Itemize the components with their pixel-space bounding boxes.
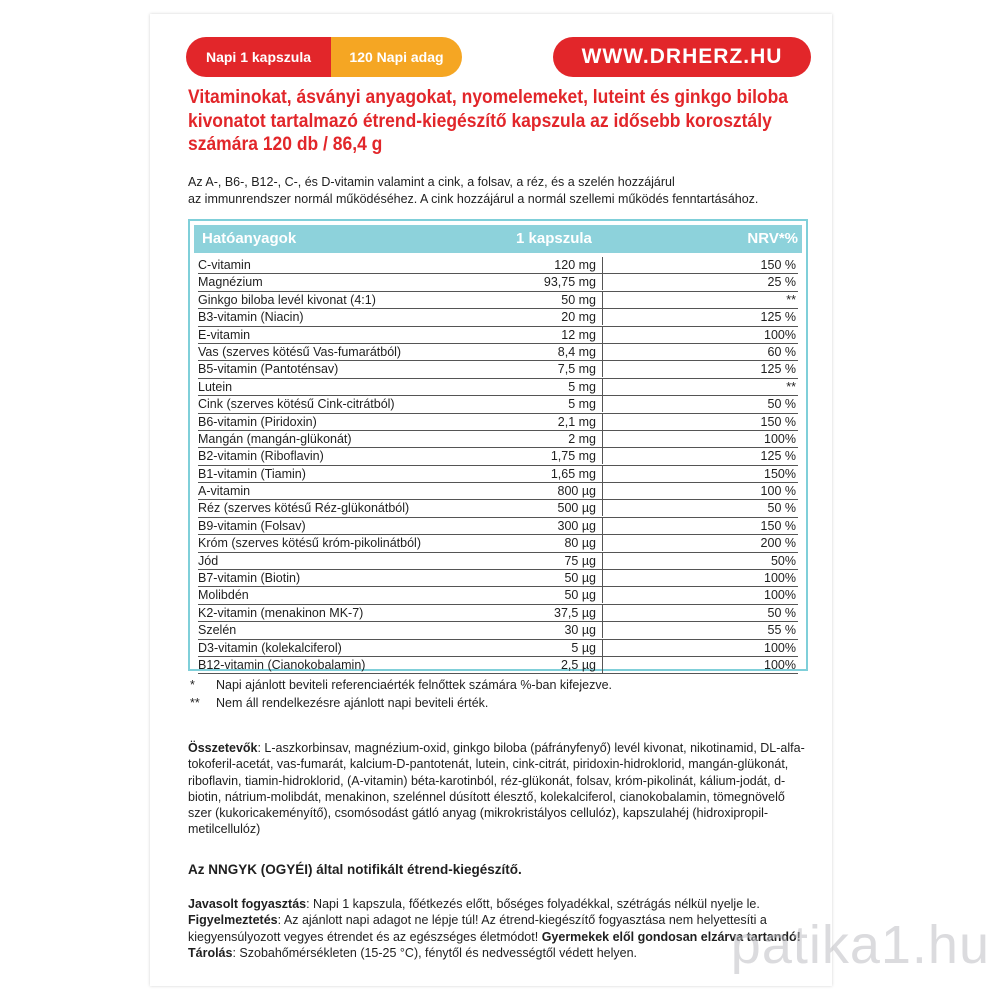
ingredient-name: B5-vitamin (Pantoténsav) <box>198 362 339 377</box>
column-divider <box>602 431 603 447</box>
ingredient-nrv: 100% <box>764 431 796 446</box>
intro-line-2: az immunrendszer normál működéséhez. A cink hozzájárul a normál szellemi működés fenntartásához. <box>188 192 759 206</box>
ingredient-quantity: 5 µg <box>571 640 596 655</box>
ingredient-quantity: 2,1 mg <box>557 414 596 429</box>
product-title: Vitaminokat, ásványi anyagokat, nyomelemeket, luteint és ginkgo biloba kivonatot tartalmazó étrend-kiegészítő kapszula az idősebb korosztály számára 120 db / 86,4 g <box>188 87 789 155</box>
ingredient-name: B6-vitamin (Piridoxin) <box>198 414 317 429</box>
ingredient-quantity: 5 mg <box>568 397 596 412</box>
table-row <box>198 657 798 674</box>
ingredient-nrv: 50 % <box>767 605 796 620</box>
ingredient-quantity: 2,5 µg <box>560 657 596 672</box>
header-per-capsule: 1 kapszula <box>516 230 592 247</box>
ingredient-nrv: ** <box>786 292 796 307</box>
table-row <box>198 292 798 309</box>
ingredient-name: C-vitamin <box>198 258 251 272</box>
table-row <box>198 483 798 500</box>
ingredient-name: K2-vitamin (menakinon MK-7) <box>198 605 364 620</box>
ingredient-nrv: 50 % <box>767 397 796 412</box>
column-divider <box>602 379 603 395</box>
ingredient-quantity: 1,75 mg <box>550 449 596 464</box>
ingredient-name: Cink (szerves kötésű Cink-citrátból) <box>198 397 395 412</box>
ingredient-quantity: 12 mg <box>561 327 596 342</box>
ingredient-name: Réz (szerves kötésű Réz-glükonátból) <box>198 501 410 516</box>
daily-dose-count-label: 120 Napi adag <box>331 37 462 77</box>
daily-capsule-label: Napi 1 kapszula <box>186 37 331 77</box>
ingredient-quantity: 1,65 mg <box>550 466 596 481</box>
column-divider <box>602 396 603 412</box>
table-row <box>198 570 798 587</box>
column-divider <box>602 605 603 621</box>
table-row <box>198 431 798 448</box>
warning-text: : Az ajánlott napi adagot ne lépje túl! Az étrend-kiegészítő fogyasztása nem helyettesíti a kiegyensúlyozott vegyes étrendet és az egészséges életmódot! <box>188 913 767 944</box>
table-row <box>198 622 798 639</box>
table-row <box>198 396 798 413</box>
ingredient-quantity: 300 µg <box>557 518 596 533</box>
ingredient-nrv: ** <box>786 379 796 394</box>
usage-label: Javasolt fogyasztás <box>188 897 307 911</box>
table-row <box>198 535 798 552</box>
table-row <box>198 257 798 274</box>
nutrition-table <box>188 219 808 671</box>
ingredient-nrv: 100% <box>764 588 796 603</box>
dosage-pill <box>186 37 462 77</box>
table-row <box>198 274 798 291</box>
column-divider <box>602 500 603 516</box>
table-row <box>198 640 798 657</box>
table-row <box>198 344 798 361</box>
column-divider <box>602 622 603 638</box>
warning-label: Figyelmeztetés <box>188 913 278 928</box>
ingredient-nrv: 125 % <box>760 449 796 464</box>
table-row <box>198 379 798 396</box>
ingredient-nrv: 100% <box>764 571 796 586</box>
ingredient-nrv: 50 % <box>767 501 796 516</box>
footnote-text: Napi ajánlott beviteli referenciaérték felnőttek számára %-ban kifejezve. <box>216 678 613 692</box>
ingredient-nrv: 150 % <box>760 258 796 272</box>
ingredient-nrv: 50% <box>770 553 796 568</box>
ingredient-name: Mangán (mangán-glükonát) <box>198 431 352 446</box>
ingredient-nrv: 125 % <box>760 362 796 377</box>
ingredient-name: Vas (szerves kötésű Vas-fumarátból) <box>198 344 402 359</box>
ingredient-name: B12-vitamin (Cianokobalamin) <box>198 657 366 672</box>
ingredient-name: B9-vitamin (Folsav) <box>198 518 306 533</box>
ingredient-nrv: 125 % <box>760 310 796 325</box>
table-row <box>198 605 798 622</box>
column-divider <box>602 327 603 343</box>
ingredient-nrv: 100% <box>764 327 796 342</box>
column-divider <box>602 414 603 430</box>
ingredients-paragraph <box>188 740 808 838</box>
ingredient-name: D3-vitamin (kolekalciferol) <box>198 640 342 655</box>
table-body <box>198 257 798 674</box>
column-divider <box>602 466 603 482</box>
footnote-text: Nem áll rendelkezésre ajánlott napi beviteli érték. <box>216 696 489 710</box>
table-row <box>198 587 798 604</box>
ingredient-name: Magnézium <box>198 275 263 290</box>
column-divider <box>602 553 603 569</box>
table-row <box>198 466 798 483</box>
column-divider <box>602 448 603 464</box>
column-divider <box>602 292 603 308</box>
column-divider <box>602 344 603 360</box>
ingredient-quantity: 500 µg <box>557 501 596 516</box>
intro-line-1: Az A-, B6-, B12-, C-, és D-vitamin valamint a cink, a folsav, a réz, és a szelén hozzájárul <box>188 175 675 189</box>
table-row <box>198 414 798 431</box>
ingredient-name: Lutein <box>198 379 233 394</box>
column-divider <box>602 535 603 551</box>
header-nrv: NRV*% <box>747 230 798 247</box>
column-divider <box>602 518 603 534</box>
watermark-logo: patika1.hu <box>730 915 990 975</box>
ingredient-name: B1-vitamin (Tiamin) <box>198 466 306 481</box>
ingredient-quantity: 75 µg <box>564 553 596 568</box>
ingredient-quantity: 50 µg <box>564 571 596 586</box>
footnote-nrv <box>190 676 612 694</box>
ingredient-quantity: 7,5 mg <box>557 362 596 377</box>
ingredient-quantity: 50 mg <box>561 292 596 307</box>
table-row <box>198 518 798 535</box>
column-divider <box>602 257 603 273</box>
ingredient-name: Króm (szerves kötésű króm-pikolinátból) <box>198 536 421 551</box>
table-row <box>198 500 798 517</box>
ingredient-nrv: 25 % <box>767 275 796 290</box>
ingredient-quantity: 93,75 mg <box>543 275 596 290</box>
column-divider <box>602 570 603 586</box>
footnote-no-value <box>190 694 612 712</box>
column-divider <box>602 309 603 325</box>
ingredient-quantity: 800 µg <box>557 484 596 499</box>
ingredient-quantity: 2 mg <box>568 431 596 446</box>
column-divider <box>602 361 603 377</box>
ingredient-quantity: 37,5 µg <box>554 605 596 620</box>
ingredient-name: Ginkgo biloba levél kivonat (4:1) <box>198 292 376 307</box>
ingredient-nrv: 60 % <box>767 344 796 359</box>
header-active-ingredients: Hatóanyagok <box>202 230 297 247</box>
ingredient-name: B3-vitamin (Niacin) <box>198 310 304 325</box>
ingredient-nrv: 150 % <box>760 414 796 429</box>
table-header <box>194 225 802 253</box>
footnotes <box>190 676 612 712</box>
ingredient-nrv: 100 % <box>760 484 796 499</box>
ingredient-nrv: 200 % <box>760 536 796 551</box>
storage-bold-text: Gyermekek elől gondosan elzárva tartandó! Tárolás <box>188 929 801 960</box>
ingredients-text: : L-aszkorbinsav, magnézium-oxid, ginkgo biloba (páfrányfenyő) levél kivonat, nikotinamid, DL-alfa-tokoferil-acetát, vas-fumarát, kalcium-D-pantotenát, lutein, cink-citrát, piridoxin-hidroklorid, mangán-glükonát, riboflavin, tiamin-hidroklorid, (A-vitamin) béta-karotinból, réz-glükonát, folsav, króm-pikolinát, kálium-jodát, d-biotin, nátrium-molibdát, menakinon, szelénnel dúsított élesztő, kolekalciferol, cianokobalamin, tömegnövelő szer (kukoricakeményítő), csomósodást gátló anyag (mikrokristályos cellulóz), kapszulahéj (hidroxipropil-metilcellulóz) <box>188 741 805 837</box>
footnote-mark: ** <box>190 696 200 710</box>
storage-text: : Szobahőmérsékleten (15-25 °C), fénytől és nedvességtől védett helyen. <box>232 945 638 960</box>
column-divider <box>602 483 603 499</box>
ingredient-name: B2-vitamin (Riboflavin) <box>198 449 324 464</box>
ingredients-label: Összetevők <box>188 741 258 755</box>
ingredient-quantity: 20 mg <box>561 310 596 325</box>
ingredient-name: Molibdén <box>198 588 249 603</box>
column-divider <box>602 274 603 290</box>
ingredient-name: E-vitamin <box>198 327 251 342</box>
ingredient-quantity: 120 mg <box>554 258 596 272</box>
ingredient-quantity: 30 µg <box>564 623 596 638</box>
usage-text: : Napi 1 kapszula, főétkezés előtt, bőséges folyadékkal, szétrágás nélkül nyelje le. <box>306 897 760 911</box>
ingredient-nrv: 100% <box>764 657 796 672</box>
intro-text <box>188 174 828 208</box>
ingredient-nrv: 100% <box>764 640 796 655</box>
ingredient-quantity: 5 mg <box>568 379 596 394</box>
ingredient-nrv: 55 % <box>767 623 796 638</box>
ingredient-nrv: 150% <box>764 466 796 481</box>
ingredient-quantity: 80 µg <box>564 536 596 551</box>
ingredient-name: Jód <box>198 553 219 568</box>
table-row <box>198 309 798 326</box>
table-row <box>198 553 798 570</box>
usage-paragraph <box>188 896 808 961</box>
column-divider <box>602 587 603 603</box>
table-row <box>198 327 798 344</box>
column-divider <box>602 657 603 673</box>
notification-statement: Az NNGYK (OGYÉI) által notifikált étrend-kiegészítő. <box>188 862 522 877</box>
table-row <box>198 361 798 378</box>
footnote-mark: * <box>190 678 195 692</box>
column-divider <box>602 640 603 656</box>
ingredient-quantity: 50 µg <box>564 588 596 603</box>
ingredient-quantity: 8,4 mg <box>557 344 596 359</box>
ingredient-name: Szelén <box>198 623 237 638</box>
ingredient-name: A-vitamin <box>198 484 251 499</box>
ingredient-name: B7-vitamin (Biotin) <box>198 571 301 586</box>
website-url-pill[interactable]: WWW.DRHERZ.HU <box>553 37 811 77</box>
table-row <box>198 448 798 465</box>
ingredient-nrv: 150 % <box>760 518 796 533</box>
